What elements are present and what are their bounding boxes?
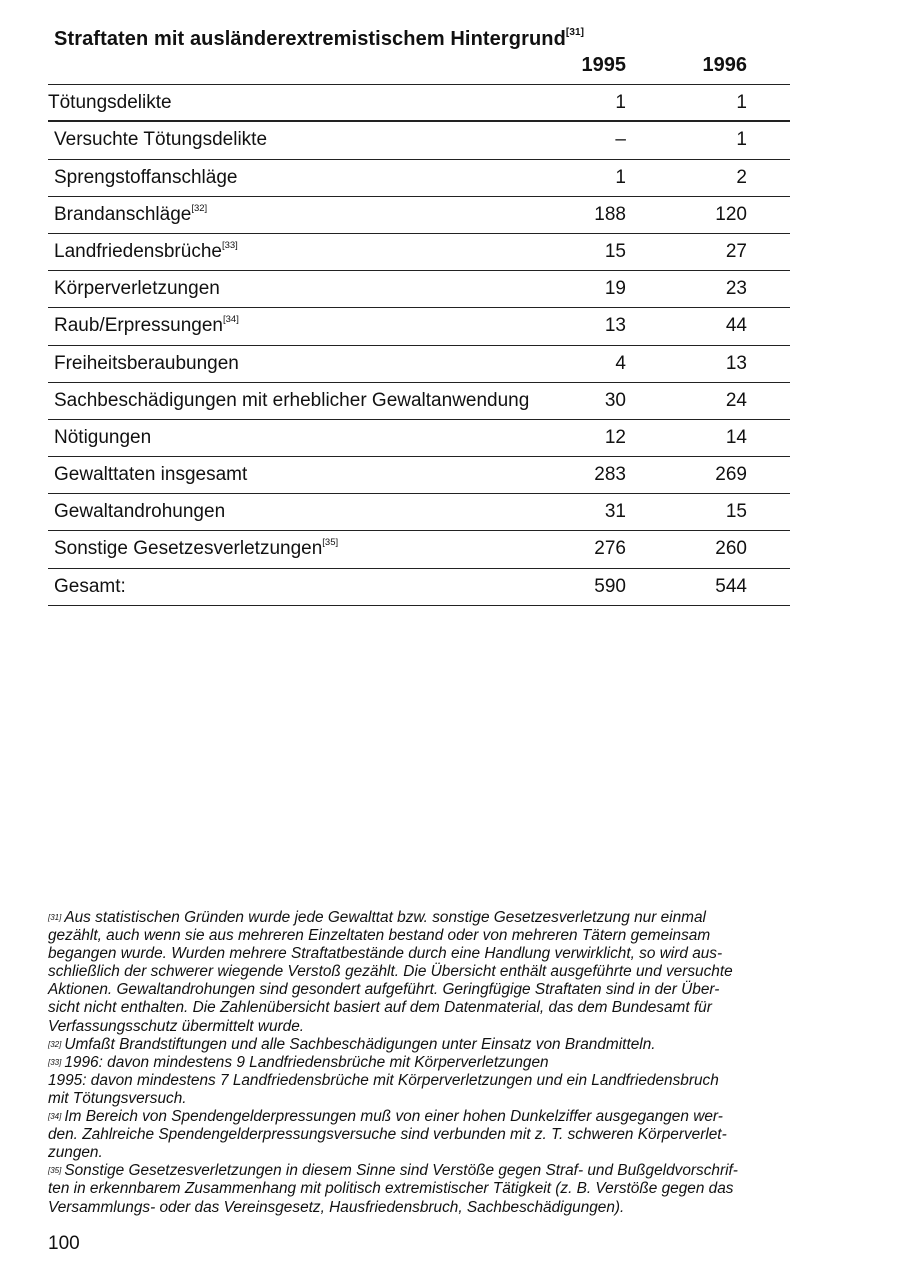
row-label-text: Nötigungen [54, 426, 152, 448]
value-1996: 120 [715, 203, 747, 225]
column-header-1995: 1995 [581, 54, 626, 76]
row-label-text: Sprengstoffanschläge [54, 166, 238, 188]
value-1995: 188 [594, 203, 626, 225]
row-label-text: Gesamt: [54, 575, 126, 597]
row-label [54, 241, 238, 263]
row-label-text: Gewalttaten insgesamt [54, 464, 248, 486]
footnote-line [48, 1180, 798, 1198]
footnote-text: sicht nicht enthalten. Die Zahlenübersicht basiert auf dem Datenmaterial, das dem Bundesamt für [48, 999, 712, 1017]
footnote-line [48, 909, 798, 927]
row-label-text: Sachbeschädigungen mit erheblicher Gewaltanwendung [54, 389, 530, 411]
table-row [48, 160, 790, 197]
table-row [48, 85, 790, 122]
table-row [48, 197, 790, 234]
page-number: 100 [48, 1233, 80, 1254]
value-1995: 31 [604, 501, 626, 523]
value-1995: – [615, 129, 626, 151]
footnote [48, 1036, 798, 1054]
row-label [54, 315, 239, 337]
footnote-text: Verfassungsschutz übermittelt wurde. [48, 1017, 305, 1035]
row-label [54, 576, 126, 598]
row-label [54, 427, 151, 449]
table-row [48, 457, 790, 494]
footnote-line [48, 1072, 798, 1090]
footnote-line [48, 963, 798, 981]
table-title-footnote-ref: [31] [565, 27, 585, 38]
value-1995: 276 [594, 538, 626, 560]
footnote [48, 1162, 798, 1216]
footnote-text: zungen. [48, 1144, 103, 1162]
value-1996: 260 [715, 538, 747, 560]
footnotes [48, 909, 798, 1217]
table-row [48, 271, 790, 308]
row-footnote-ref: [32] [191, 202, 208, 214]
table-row [48, 308, 790, 345]
value-1996: 14 [725, 426, 747, 448]
value-1995: 590 [594, 575, 626, 597]
footnote-ref: [33] [48, 1057, 62, 1067]
footnote [48, 1108, 798, 1162]
value-1996: 23 [725, 278, 747, 300]
footnote-line [48, 945, 798, 963]
value-1995: 1 [615, 92, 626, 113]
value-1996: 544 [715, 575, 747, 597]
footnote-text: begangen wurde. Wurden mehrere Straftatbestände durch eine Handlung verwirklicht, so wird aus- [48, 945, 723, 963]
value-1996: 44 [725, 315, 747, 337]
table-row [48, 234, 790, 271]
footnote-text: 1996: davon mindestens 9 Landfriedensbrüche mit Körperverletzungen [64, 1053, 549, 1071]
footnote-text: 1995: davon mindestens 7 Landfriedensbrüche mit Körperverletzungen und ein Landfriedensbruch [48, 1071, 719, 1089]
row-label-text: Landfriedensbrüche [54, 240, 222, 262]
value-1995: 13 [604, 315, 626, 337]
row-label [54, 167, 237, 189]
row-label [54, 204, 207, 226]
value-1996: 2 [736, 166, 747, 188]
footnote [48, 909, 798, 1036]
table-row [48, 569, 790, 606]
footnote-ref: [34] [48, 1112, 62, 1122]
table-row [48, 383, 790, 420]
footnote-line [48, 1054, 798, 1072]
footnote-line [48, 999, 798, 1017]
value-1995: 283 [594, 464, 626, 486]
table-row [48, 531, 790, 568]
footnote-text: schließlich der schwerer wiegende Verstoß gezählt. Die Übersicht enthält ausgeführte und versuchte [48, 963, 733, 981]
row-label-text: Sonstige Gesetzesverletzungen [54, 538, 323, 560]
statistics-table [48, 84, 790, 606]
row-label [54, 464, 247, 486]
value-1996: 269 [715, 464, 747, 486]
row-label-text: Körperverletzungen [54, 278, 220, 300]
value-1995: 12 [604, 426, 626, 448]
footnote-line [48, 981, 798, 999]
row-label-text: Versuchte Tötungsdelikte [54, 129, 268, 151]
row-label [54, 278, 220, 300]
row-label [54, 538, 338, 560]
footnote-line [48, 1199, 798, 1217]
footnote-text: Aktionen. Gewaltandrohungen sind gesondert aufgeführt. Geringfügige Straftaten sind in der Über- [48, 981, 720, 999]
footnote-text: ten in erkennbarem Zusammenhang mit politisch extremistischer Tätigkeit (z. B. Verstöße gegen das [48, 1180, 734, 1198]
row-footnote-ref: [35] [322, 537, 339, 549]
value-1996: 1 [736, 129, 747, 151]
row-label [54, 390, 529, 412]
row-label [54, 501, 225, 523]
footnote-line [48, 1126, 798, 1144]
row-label [54, 129, 267, 151]
footnote-ref: [35] [48, 1166, 62, 1176]
footnote-text: gezählt, auch wenn sie aus mehreren Einzeltaten bestand oder von mehreren Tätern gemeinsam [48, 927, 711, 945]
table-title-text: Straftaten mit ausländerextremistischem Hintergrund [54, 28, 566, 50]
value-1995: 1 [615, 166, 626, 188]
table-row [48, 122, 790, 159]
footnote-text: Sonstige Gesetzesverletzungen in diesem Sinne sind Verstöße gegen Straf- und Bußgeldvorschrif- [64, 1162, 738, 1180]
footnote-line [48, 927, 798, 945]
row-footnote-ref: [34] [223, 314, 239, 326]
row-label [54, 353, 239, 375]
row-label [48, 92, 172, 114]
value-1996: 13 [725, 352, 747, 374]
row-label-text: Freiheitsberaubungen [54, 352, 239, 374]
footnote-line [48, 1162, 798, 1180]
footnote-text: Aus statistischen Gründen wurde jede Gewalttat bzw. sonstige Gesetzesverletzung nur einmal [64, 909, 706, 926]
value-1996: 24 [725, 389, 747, 411]
value-1996: 1 [736, 92, 747, 113]
footnote-line [48, 1144, 798, 1162]
footnote-line [48, 1018, 798, 1036]
table-row [48, 346, 790, 383]
value-1996: 15 [725, 501, 747, 523]
footnote-text: Umfaßt Brandstiftungen und alle Sachbeschädigungen unter Einsatz von Brandmitteln. [64, 1035, 656, 1053]
row-label-text: Brandanschläge [54, 203, 192, 225]
value-1995: 19 [604, 278, 626, 300]
footnote-ref: [32] [48, 1039, 62, 1049]
footnote [48, 1054, 798, 1108]
footnote-line [48, 1036, 798, 1054]
row-label-text: Gewaltandrohungen [54, 501, 226, 523]
value-1995: 15 [604, 240, 626, 262]
footnote-text: den. Zahlreiche Spendengelderpressungsversuche sind verbunden mit z. T. schweren Körperverlet- [48, 1126, 727, 1144]
table-row [48, 494, 790, 531]
row-footnote-ref: [33] [221, 239, 238, 251]
footnote-text: mit Tötungsversuch. [48, 1089, 187, 1107]
footnote-text: Im Bereich von Spendengelderpressungen muß von einer hohen Dunkelziffer ausgegangen wer- [64, 1108, 723, 1126]
value-1995: 4 [615, 352, 626, 374]
footnote-line [48, 1108, 798, 1126]
column-header-1996: 1996 [702, 54, 747, 76]
table-row [48, 420, 790, 457]
footnote-text: Versammlungs- oder das Vereinsgesetz, Hausfriedensbruch, Sachbeschädigungen). [48, 1198, 625, 1216]
table-title [54, 28, 584, 51]
value-1996: 27 [725, 240, 747, 262]
footnote-line [48, 1090, 798, 1108]
value-1995: 30 [604, 389, 626, 411]
row-label-text: Tötungsdelikte [48, 92, 172, 113]
row-label-text: Raub/Erpressungen [54, 315, 223, 337]
footnote-ref: [31] [48, 913, 62, 922]
